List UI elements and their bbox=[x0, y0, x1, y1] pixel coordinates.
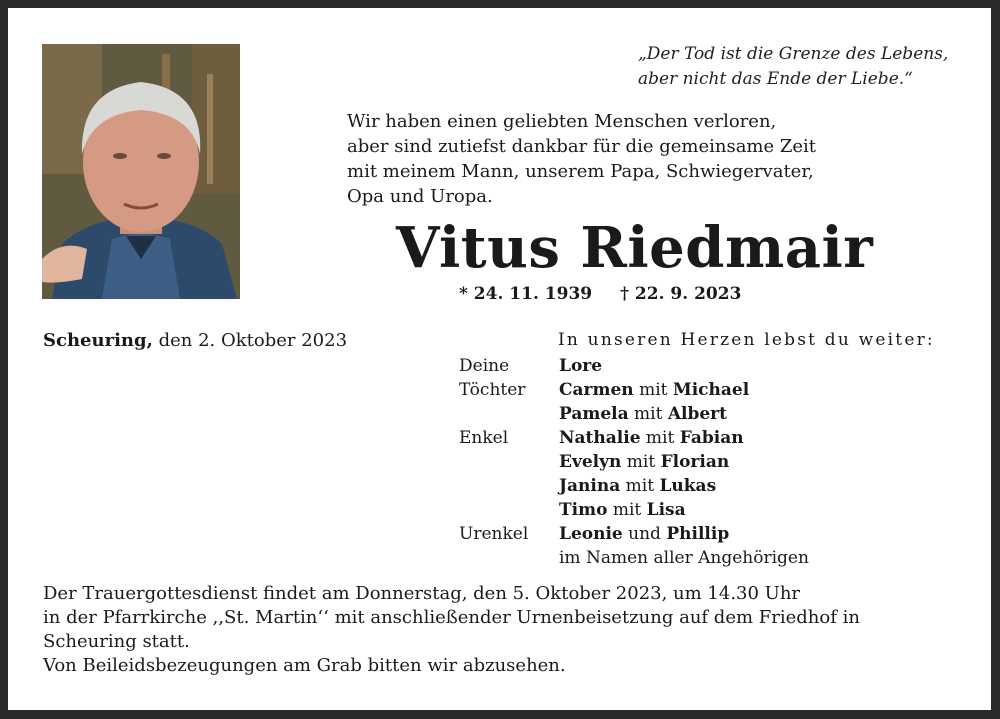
mourner-partner: Florian bbox=[660, 452, 730, 472]
death-date: † 22. 9. 2023 bbox=[620, 284, 742, 304]
intro-line-1: Wir haben einen geliebten Menschen verloren, bbox=[347, 111, 777, 132]
mourner-row bbox=[559, 522, 809, 546]
mourner-join: und bbox=[628, 524, 661, 544]
mourner-name: Timo bbox=[559, 500, 608, 520]
mourner-row bbox=[559, 378, 809, 402]
place-date bbox=[43, 330, 347, 351]
mourner-join: mit bbox=[645, 428, 675, 448]
birth-date: * 24. 11. 1939 bbox=[459, 284, 593, 304]
service-notice bbox=[43, 582, 860, 678]
mourner-join: mit bbox=[626, 452, 656, 472]
mourner-join: mit bbox=[639, 380, 668, 400]
intro-line-3: mit meinem Mann, unserem Papa, Schwiegervater, bbox=[347, 161, 814, 182]
mourner-partner: Lukas bbox=[659, 476, 717, 496]
role-label: Urenkel bbox=[459, 524, 529, 544]
role-label: Deine bbox=[459, 356, 510, 376]
mourner-partner: Albert bbox=[667, 404, 727, 424]
mourner-row bbox=[559, 426, 809, 450]
place-town: Scheuring, bbox=[43, 330, 153, 351]
role-label bbox=[459, 474, 528, 498]
mourner-name: Pamela bbox=[559, 404, 629, 424]
role-label: Töchter bbox=[459, 380, 526, 400]
mourner-name: Janina bbox=[559, 476, 621, 496]
mourner-join: mit bbox=[634, 404, 663, 424]
place-date-text: den 2. Oktober 2023 bbox=[158, 330, 348, 351]
portrait-image bbox=[42, 44, 240, 299]
role-label bbox=[459, 402, 528, 426]
mourner-partner: Michael bbox=[672, 380, 750, 400]
footer-line-2: in der Pfarrkirche ,,St. Martin‘‘ mit anschließender Urnenbeisetzung auf dem Friedhof in bbox=[43, 607, 860, 628]
intro-line-2: aber sind zutiefst dankbar für die gemeinsame Zeit bbox=[347, 136, 817, 157]
portrait-photo bbox=[42, 44, 240, 299]
life-dates bbox=[459, 284, 741, 304]
role-label: Enkel bbox=[459, 428, 509, 448]
quote-line-2: aber nicht das Ende der Liebe.“ bbox=[638, 69, 913, 89]
mourner-name: Leonie bbox=[559, 524, 623, 544]
mourner-partner: Fabian bbox=[679, 428, 744, 448]
mourner-row bbox=[559, 354, 809, 378]
closing-line: im Namen aller Angehörigen bbox=[559, 548, 809, 568]
mourner-row bbox=[559, 402, 809, 426]
mourner-join: mit bbox=[612, 500, 642, 520]
mourner-name: Carmen bbox=[559, 380, 634, 400]
herzen-heading: In unseren Herzen lebst du weiter: bbox=[558, 330, 935, 350]
footer-line-3: Scheuring statt. bbox=[43, 631, 190, 652]
mourner-roles bbox=[459, 354, 528, 546]
quote bbox=[638, 42, 948, 92]
mourner-name: Nathalie bbox=[559, 428, 641, 448]
mourner-join: mit bbox=[625, 476, 655, 496]
mourner-name: Evelyn bbox=[559, 452, 622, 472]
mourner-partner: Lisa bbox=[646, 500, 686, 520]
mourner-row bbox=[559, 498, 809, 522]
mourner-name: Lore bbox=[559, 356, 603, 376]
deceased-name: Vitus Riedmair bbox=[396, 215, 874, 281]
intro-text bbox=[347, 109, 816, 209]
mourner-partner: Phillip bbox=[666, 524, 730, 544]
obituary-card bbox=[8, 8, 991, 710]
footer-line-1: Der Trauergottesdienst findet am Donnerstag, den 5. Oktober 2023, um 14.30 Uhr bbox=[43, 583, 801, 604]
role-label bbox=[459, 450, 528, 474]
intro-line-4: Opa und Uropa. bbox=[347, 186, 493, 207]
role-label bbox=[459, 498, 528, 522]
footer-line-4: Von Beileidsbezeugungen am Grab bitten wir abzusehen. bbox=[43, 655, 566, 676]
mourner-names bbox=[559, 354, 809, 570]
mourner-row bbox=[559, 450, 809, 474]
mourner-row bbox=[559, 474, 809, 498]
quote-line-1: „Der Tod ist die Grenze des Lebens, bbox=[638, 44, 949, 64]
